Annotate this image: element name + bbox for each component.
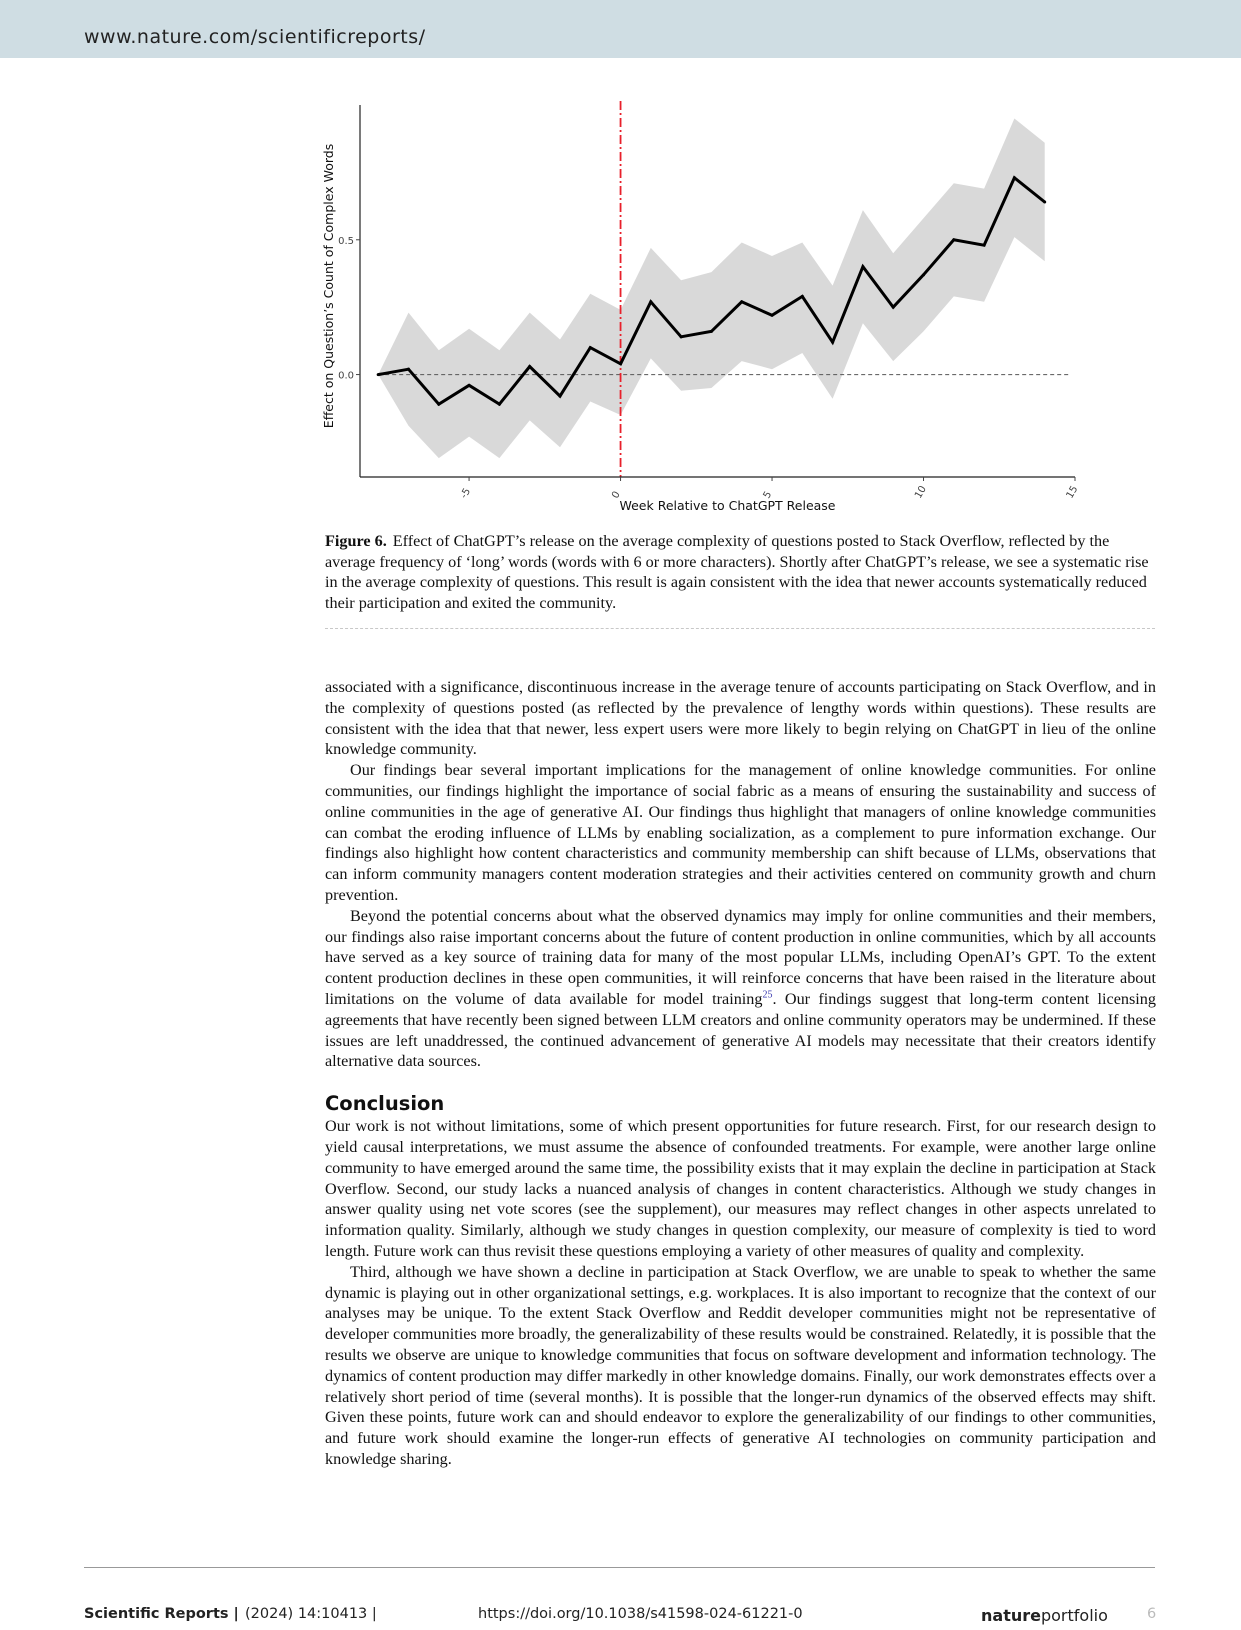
- page-number: 6: [1147, 1606, 1157, 1622]
- footer-volume: (2024) 14:10413 |: [245, 1606, 377, 1622]
- footer-divider: [84, 1567, 1155, 1568]
- x-tick-label: 0: [610, 489, 623, 501]
- confidence-band: [378, 119, 1044, 459]
- x-tick-label: -5: [458, 486, 474, 501]
- y-axis-label: Effect on Question’s Count of Complex Words: [321, 143, 336, 429]
- logo-light: portfolio: [1040, 1606, 1108, 1625]
- data-point: [740, 300, 743, 303]
- figure-6-chart: [320, 95, 1080, 515]
- paragraph-3: [325, 906, 1156, 1072]
- x-tick-label: 5: [761, 489, 775, 501]
- reference-25-link[interactable]: 25: [762, 989, 773, 1001]
- nature-portfolio-logo: [981, 1606, 1108, 1625]
- data-point: [1043, 201, 1046, 204]
- site-header-bar: [0, 0, 1241, 58]
- y-tick-label: 0.0: [338, 370, 354, 382]
- data-point: [498, 403, 501, 406]
- data-point: [861, 265, 864, 268]
- data-point: [983, 244, 986, 247]
- x-tick-label: 10: [913, 484, 929, 501]
- data-point: [589, 346, 592, 349]
- paragraph-3-text-b: . Our findings suggest that long-term content licensing agreements that have recently been signed between LLM creators and online community operators may be undermined. If these issues are left unaddressed, the continued advancement of generative AI models may necessitate that their creators identify alternative data sources.: [325, 989, 1156, 1071]
- data-point: [377, 373, 380, 376]
- logo-bold: nature: [981, 1606, 1041, 1625]
- data-point: [468, 384, 471, 387]
- footer-doi-link[interactable]: https://doi.org/10.1038/s41598-024-61221-0: [478, 1606, 803, 1622]
- figure-caption-text: Effect of ChatGPT’s release on the average complexity of questions posted to Stack Overflow, reflected by the average frequency of ‘long’ words (words with 6 or more characters). Shortly after ChatGPT’s release, we see a systematic rise in the average complexity of questions. This result is again consistent with the idea that newer accounts systematically reduced their participation and exited the community.: [325, 532, 1149, 612]
- paragraph-4: Our work is not without limitations, some of which present opportunities for future research. First, for our research design to yield causal interpretations, we must assume the absence of confounded treatments. For example, were another large online community to have emerged around the same time, the possibility exists that it may explain the decline in participation at Stack Overflow. Second, our study lacks a nuanced analysis of changes in content characteristics. Although we study changes in answer quality using net vote scores (see the supplement), our measures may reflect changes in other aspects unrelated to information quality. Similarly, although we study changes in question complexity, our measure of complexity is tied to word length. Future work can thus revisit these questions employing a variety of other measures of quality and complexity.: [325, 1117, 1156, 1260]
- site-url[interactable]: www.nature.com/scientificreports/: [84, 26, 426, 48]
- conclusion-heading: Conclusion: [325, 1092, 445, 1116]
- data-point: [710, 330, 713, 333]
- data-point: [922, 273, 925, 276]
- x-tick-label: 15: [1064, 484, 1080, 501]
- footer-journal: Scientific Reports |: [84, 1606, 239, 1622]
- article-body: [325, 677, 1156, 1470]
- data-point: [831, 341, 834, 344]
- data-point: [528, 365, 531, 368]
- data-point: [407, 368, 410, 371]
- data-point: [558, 395, 561, 398]
- data-point: [1013, 176, 1016, 179]
- x-axis-label: Week Relative to ChatGPT Release: [619, 498, 836, 513]
- data-point: [801, 295, 804, 298]
- figure-caption-lead: Figure 6.: [325, 532, 387, 550]
- data-point: [680, 335, 683, 338]
- paragraph-1: associated with a significance, discontinuous increase in the average tenure of accounts participating on Stack Overflow, and in the complexity of questions posted (as reflected by the prevalence of lengthy words within questions). These results are consistent with the idea that that newer, less expert users were more likely to begin relying on ChatGPT in lieu of the online knowledge community.: [325, 678, 1156, 759]
- data-point: [892, 306, 895, 309]
- data-point: [619, 362, 622, 365]
- caption-divider: [325, 628, 1155, 629]
- paragraph-3-text-a: Beyond the potential concerns about what the observed dynamics may imply for online communities and their members, our findings also raise important concerns about the future of content production in online communities, which by all accounts have served as a key source of training data for many of the most popular LLMs, including OpenAI’s GPT. To the extent content production declines in these open communities, it will reinforce concerns that have been raised in the literature about limitations on the volume of data available for model training: [325, 906, 1156, 1008]
- data-point: [649, 300, 652, 303]
- data-point: [952, 238, 955, 241]
- data-point: [437, 403, 440, 406]
- data-point: [771, 314, 774, 317]
- paragraph-2: Our findings bear several important implications for the management of online knowledge communities. For online communities, our findings highlight the importance of social fabric as a means of ensuring the sustainability and success of online communities in the age of generative AI. Our findings thus highlight that managers of online knowledge communities can combat the eroding influence of LLMs by enabling socialization, as a complement to pure information exchange. Our findings also highlight how content characteristics and community membership can shift because of LLMs, observations that can inform community managers content moderation strategies and their activities centered on community growth and churn prevention.: [325, 761, 1156, 904]
- paragraph-5: Third, although we have shown a decline in participation at Stack Overflow, we are unable to speak to whether the same dynamic is playing out in other organizational settings, e.g. workplaces. It is also important to recognize that the context of our analyses may be unique. To the extent Stack Overflow and Reddit developer communities might not be representative of developer communities more broadly, the generalizability of these results would be constrained. Relatedly, it is possible that the results we observe are unique to knowledge communities that focus on software development and information technology. The dynamics of content production may differ markedly in other knowledge domains. Finally, our work demonstrates effects over a relatively short period of time (several months). It is possible that the longer-run dynamics of the observed effects may shift. Given these points, future work can and should endeavor to explore the generalizability of our findings to other communities, and future work should examine the longer-run effects of generative AI technologies on community participation and knowledge sharing.: [325, 1262, 1156, 1468]
- figure-caption: [325, 531, 1155, 613]
- y-tick-label: 0.5: [338, 235, 354, 247]
